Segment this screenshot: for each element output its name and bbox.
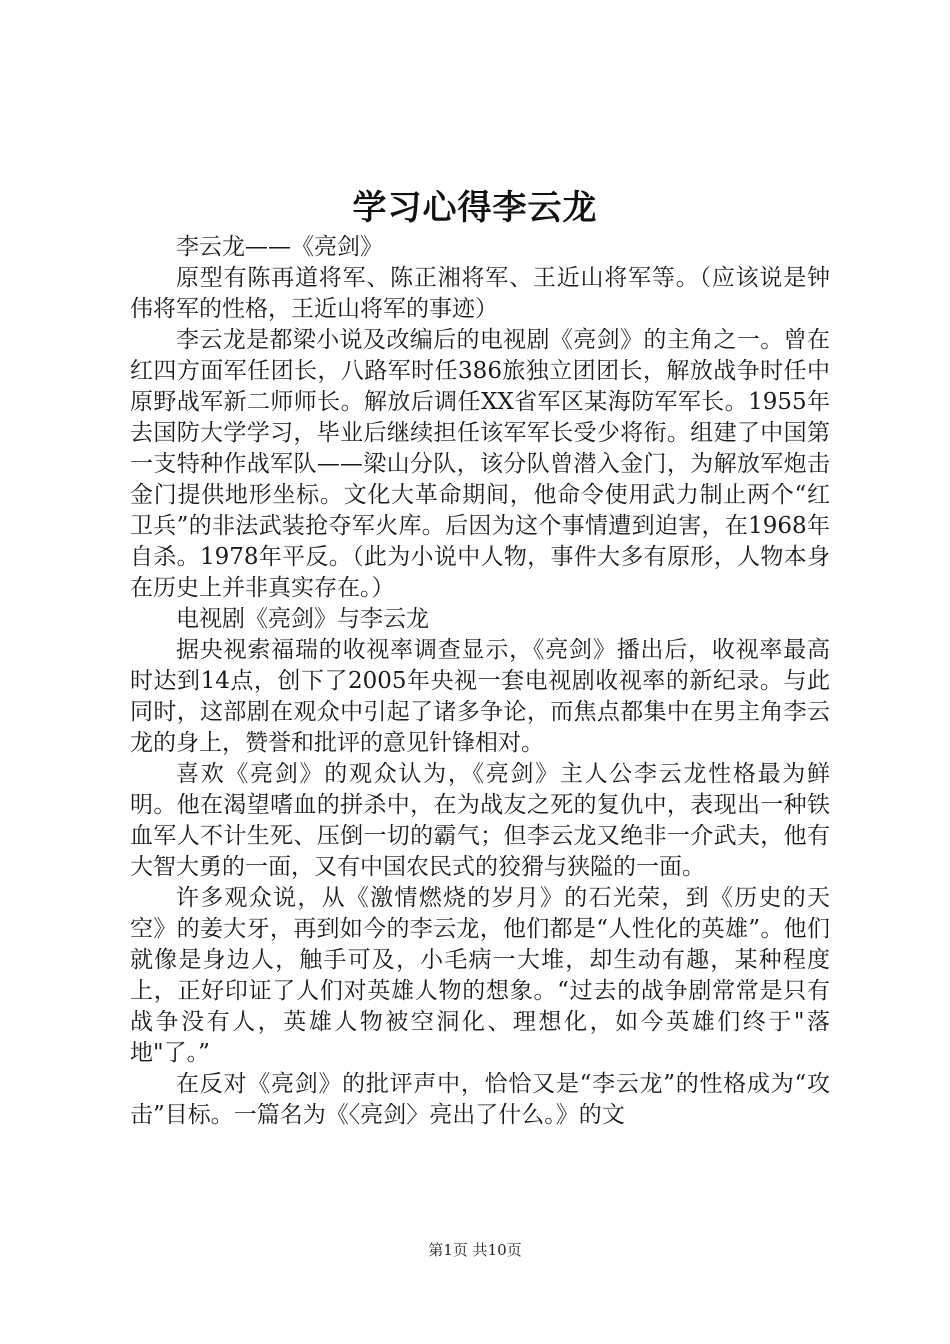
paragraph: 许多观众说，从《激情燃烧的岁月》的石光荣，到《历史的天空》的姜大牙，再到如今的李云龙，他们都是“人性化的英雄”。他们就像是身边人，触手可及，小毛病一大堆，却生动有趣，某种程度上，正好印证了人们对英雄人物的想象。“过去的战争剧常常是只有战争没有人，英雄人物被空洞化、理想化，如今英雄们终于"落地"了。” [130,885,830,1066]
paragraph-subtitle: 李云龙——《亮剑》 [176,234,383,260]
page-number-footer: 第1页 共10页 [428,1241,522,1259]
paragraph-subheading: 电视剧《亮剑》与李云龙 [176,606,429,632]
document-body [130,232,830,1131]
paragraph: 据央视索福瑞的收视率调查显示，《亮剑》播出后，收视率最高时达到14点，创下了2005年央视一套电视剧收视率的新纪录。与此同时，这部剧在观众中引起了诸多争论，而焦点都集中在男主角李云龙的身上，赞誉和批评的意见针锋相对。 [130,637,830,756]
paragraph: 在反对《亮剑》的批评声中，恰恰又是“李云龙”的性格成为“攻击”目标。一篇名为《〈亮剑〉亮出了什么。》的文 [130,1071,830,1128]
paragraph: 喜欢《亮剑》的观众认为，《亮剑》主人公李云龙性格最为鲜明。他在渴望嗜血的拼杀中，在为战友之死的复仇中，表现出一种铁血军人不计生死、压倒一切的霸气；但李云龙又绝非一介武夫，他有大智大勇的一面，又有中国农民式的狡猾与狭隘的一面。 [130,761,830,880]
document-title: 学习心得李云龙 [352,188,598,228]
paragraph: 原型有陈再道将军、陈正湘将军、王近山将军等。（应该说是钟伟将军的性格，王近山将军的事迹） [130,265,830,322]
paragraph: 李云龙是都梁小说及改编后的电视剧《亮剑》的主角之一。曾在红四方面军任团长，八路军时任386旅独立团团长，解放战争时任中原野战军新二师师长。解放后调任XX省军区某海防军军长。1955年去国防大学学习，毕业后继续担任该军军长受少将衔。组建了中国第一支特种作战军队——梁山分队，该分队曾潜入金门，为解放军炮击金门提供地形坐标。文化大革命期间，他命令使用武力制止两个“红卫兵”的非法武装抢夺军火库。后因为这个事情遭到迫害，在1968年自杀。1978年平反。（此为小说中人物，事件大多有原形，人物本身在历史上并非真实存在。） [130,327,830,601]
